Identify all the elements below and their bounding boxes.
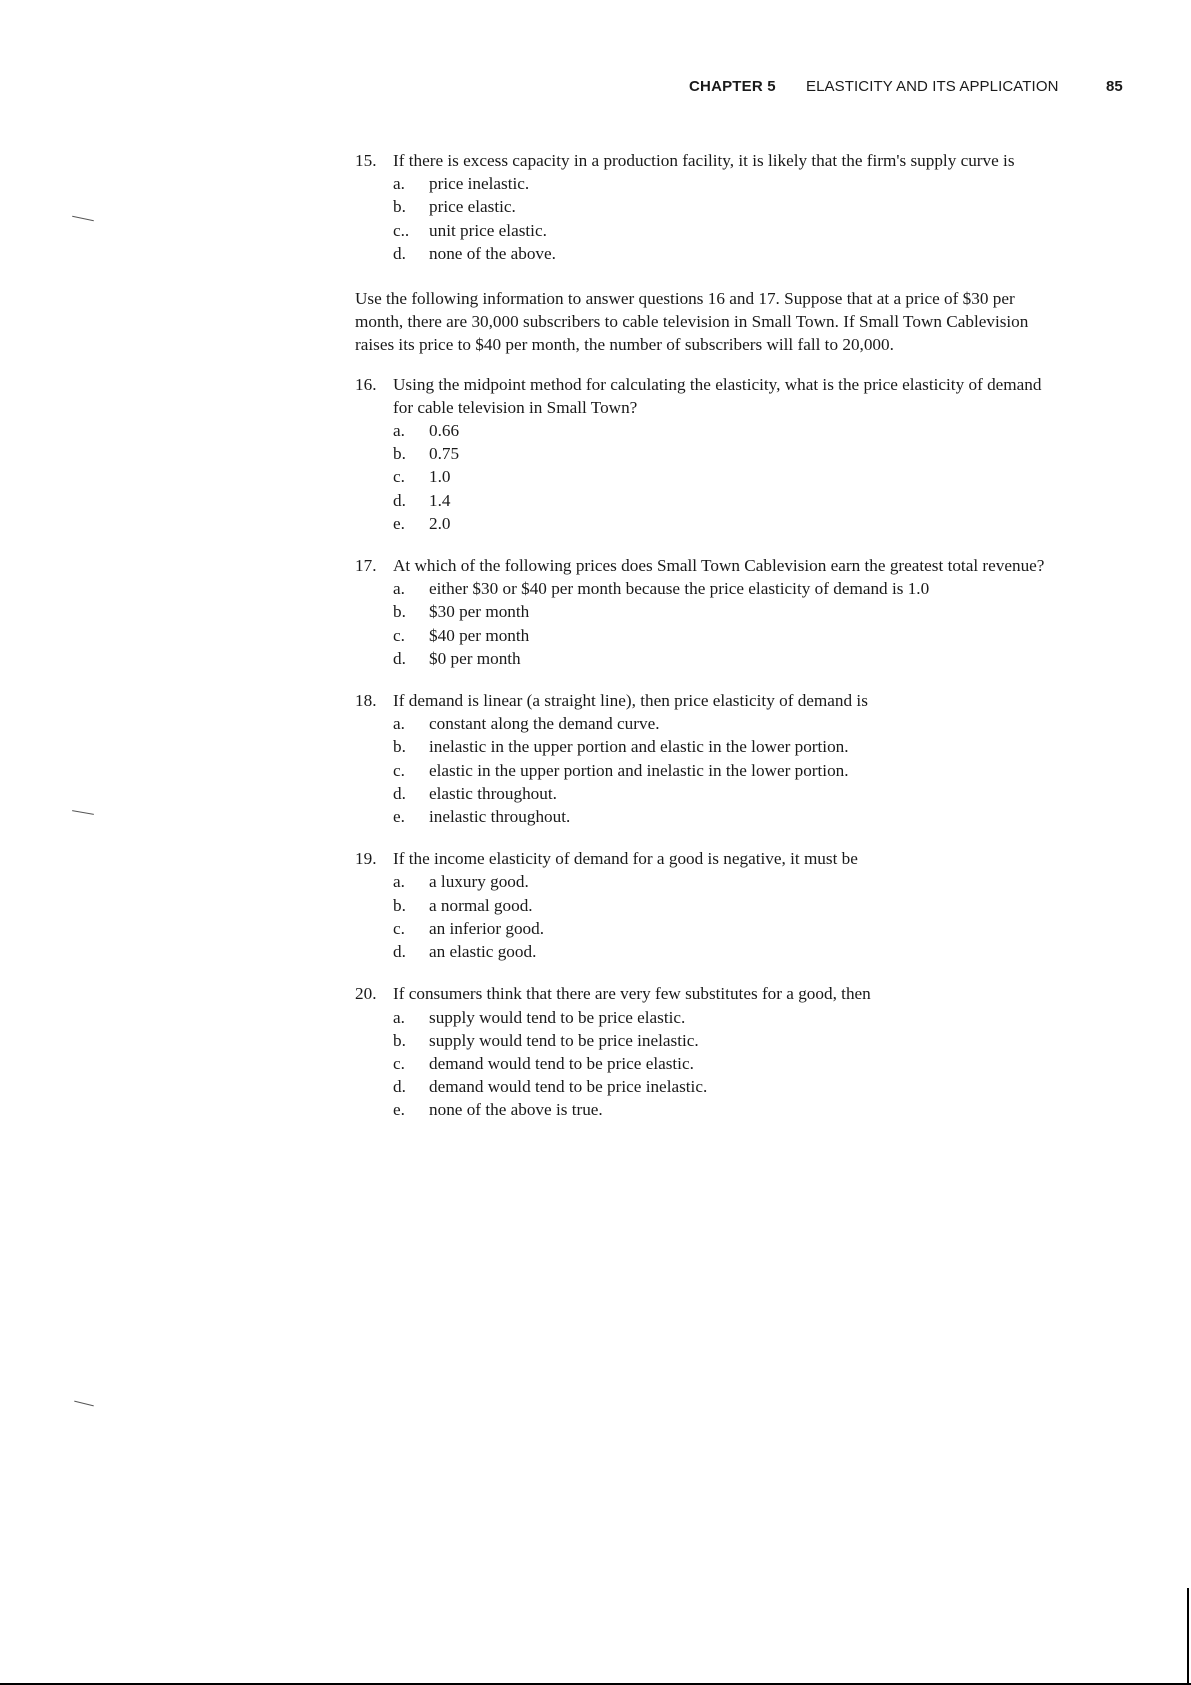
choice-letter: d. <box>393 783 406 803</box>
answer-choices <box>393 1006 1055 1122</box>
chapter-label: CHAPTER 5 <box>689 78 776 95</box>
choice-b <box>393 195 1055 218</box>
choice-e <box>393 512 1055 535</box>
choice-text: demand would tend to be price inelastic. <box>429 1077 708 1097</box>
page-edge-right <box>1187 1588 1189 1685</box>
choice-letter: d. <box>393 1077 406 1097</box>
choice-b <box>393 1029 1055 1052</box>
question-text: If consumers think that there are very few substitutes for a good, then <box>393 984 871 1004</box>
choice-letter: b. <box>393 602 406 622</box>
choice-text: inelastic in the upper portion and elastic in the lower portion. <box>429 737 849 757</box>
choice-c <box>393 1052 1055 1075</box>
choice-text: none of the above is true. <box>429 1100 603 1120</box>
chapter-title: ELASTICITY AND ITS APPLICATION <box>806 78 1059 95</box>
question-15 <box>355 149 1055 265</box>
choice-letter: a. <box>393 1007 405 1027</box>
choice-letter: a. <box>393 579 405 599</box>
choice-text: 2.0 <box>429 513 451 533</box>
choice-letter: d. <box>393 490 406 510</box>
choice-d <box>393 647 1055 670</box>
choice-c <box>393 759 1055 782</box>
choice-e <box>393 1098 1055 1121</box>
choice-a <box>393 1006 1055 1029</box>
choice-a <box>393 172 1055 195</box>
choice-letter: d. <box>393 243 406 263</box>
answer-choices <box>393 712 1055 828</box>
choice-letter: a. <box>393 872 405 892</box>
choice-letter: e. <box>393 807 405 827</box>
choice-text: an inferior good. <box>429 918 545 938</box>
choice-text: price elastic. <box>429 197 516 217</box>
choice-a <box>393 419 1055 442</box>
choice-b <box>393 442 1055 465</box>
choice-letter: b. <box>393 197 406 217</box>
choice-d <box>393 1075 1055 1098</box>
choice-letter: c. <box>393 918 405 938</box>
scan-mark <box>74 1401 94 1407</box>
question-20 <box>355 982 1055 1121</box>
choice-text: 1.4 <box>429 490 451 510</box>
choice-d <box>393 940 1055 963</box>
choice-e <box>393 805 1055 828</box>
info-paragraph: Use the following information to answer questions 16 and 17. Suppose that at a price of $30 per month, there are 30,000 subscribers to cable television in Small Town. If Small Town Cablevision raises its price to $40 per month, the number of subscribers will fall to 20,000. <box>355 289 1029 355</box>
question-17 <box>355 554 1055 670</box>
answer-choices <box>393 870 1055 963</box>
choice-text: an elastic good. <box>429 942 537 962</box>
choice-text: $40 per month <box>429 625 530 645</box>
choice-letter: b. <box>393 895 406 915</box>
choice-letter: b. <box>393 444 406 464</box>
choice-a <box>393 870 1055 893</box>
choice-c <box>393 624 1055 647</box>
choice-letter: b. <box>393 1030 406 1050</box>
question-text: If the income elasticity of demand for a good is negative, it must be <box>393 849 858 869</box>
choice-text: elastic in the upper portion and inelastic in the lower portion. <box>429 760 849 780</box>
choice-letter: c. <box>393 760 405 780</box>
choice-text: 1.0 <box>429 467 451 487</box>
answer-choices <box>393 577 1055 670</box>
question-text: Using the midpoint method for calculating the elasticity, what is the price elasticity of demand for cable television in Small Town? <box>393 374 1042 417</box>
question-number: 19. <box>355 849 377 869</box>
question-number: 18. <box>355 691 377 711</box>
question-text: At which of the following prices does Small Town Cablevision earn the greatest total revenue? <box>393 556 1045 576</box>
choice-a <box>393 712 1055 735</box>
choice-text: constant along the demand curve. <box>429 714 660 734</box>
choice-b <box>393 894 1055 917</box>
choice-text: price inelastic. <box>429 174 530 194</box>
choice-letter: e. <box>393 513 405 533</box>
choice-letter: c. <box>393 467 405 487</box>
choice-b <box>393 735 1055 758</box>
choice-letter: a. <box>393 174 405 194</box>
choice-text: inelastic throughout. <box>429 807 571 827</box>
scan-mark <box>72 810 94 815</box>
question-number: 16. <box>355 374 377 394</box>
choice-text: supply would tend to be price elastic. <box>429 1007 686 1027</box>
answer-choices <box>393 419 1055 535</box>
choice-text: 0.66 <box>429 421 460 441</box>
choice-text: $0 per month <box>429 648 521 668</box>
choice-c <box>393 917 1055 940</box>
question-19 <box>355 847 1055 963</box>
choice-d <box>393 489 1055 512</box>
choice-letter: c. <box>393 625 405 645</box>
choice-letter: e. <box>393 1100 405 1120</box>
choice-text: 0.75 <box>429 444 460 464</box>
choice-d <box>393 782 1055 805</box>
scan-mark <box>72 216 94 222</box>
choice-text: supply would tend to be price inelastic. <box>429 1030 699 1050</box>
choice-text: demand would tend to be price elastic. <box>429 1053 694 1073</box>
choice-letter: d. <box>393 648 406 668</box>
question-text: If there is excess capacity in a production facility, it is likely that the firm's supply curve is <box>393 151 1015 170</box>
question-text: If demand is linear (a straight line), then price elasticity of demand is <box>393 691 868 711</box>
choice-letter: c.. <box>393 220 410 240</box>
choice-c <box>393 219 1055 242</box>
choice-letter: b. <box>393 737 406 757</box>
question-18 <box>355 689 1055 828</box>
page-content <box>355 149 1055 1122</box>
choice-text: a normal good. <box>429 895 533 915</box>
choice-letter: d. <box>393 942 406 962</box>
choice-text: none of the above. <box>429 243 556 263</box>
page-number: 85 <box>1106 78 1123 95</box>
choice-letter: c. <box>393 1053 405 1073</box>
choice-a <box>393 577 1055 600</box>
choice-text: unit price elastic. <box>429 220 547 240</box>
question-number: 17. <box>355 556 377 576</box>
question-number: 20. <box>355 984 377 1004</box>
choice-text: elastic throughout. <box>429 783 557 803</box>
choice-letter: a. <box>393 421 405 441</box>
choice-letter: a. <box>393 714 405 734</box>
page-header <box>0 78 1123 102</box>
choice-text: $30 per month <box>429 602 530 622</box>
choice-c <box>393 465 1055 488</box>
choice-text: either $30 or $40 per month because the price elasticity of demand is 1.0 <box>429 579 930 599</box>
choice-text: a luxury good. <box>429 872 529 892</box>
question-16 <box>355 373 1055 535</box>
question-number: 15. <box>355 151 377 170</box>
choice-b <box>393 600 1055 623</box>
answer-choices <box>393 172 1055 265</box>
choice-d <box>393 242 1055 265</box>
